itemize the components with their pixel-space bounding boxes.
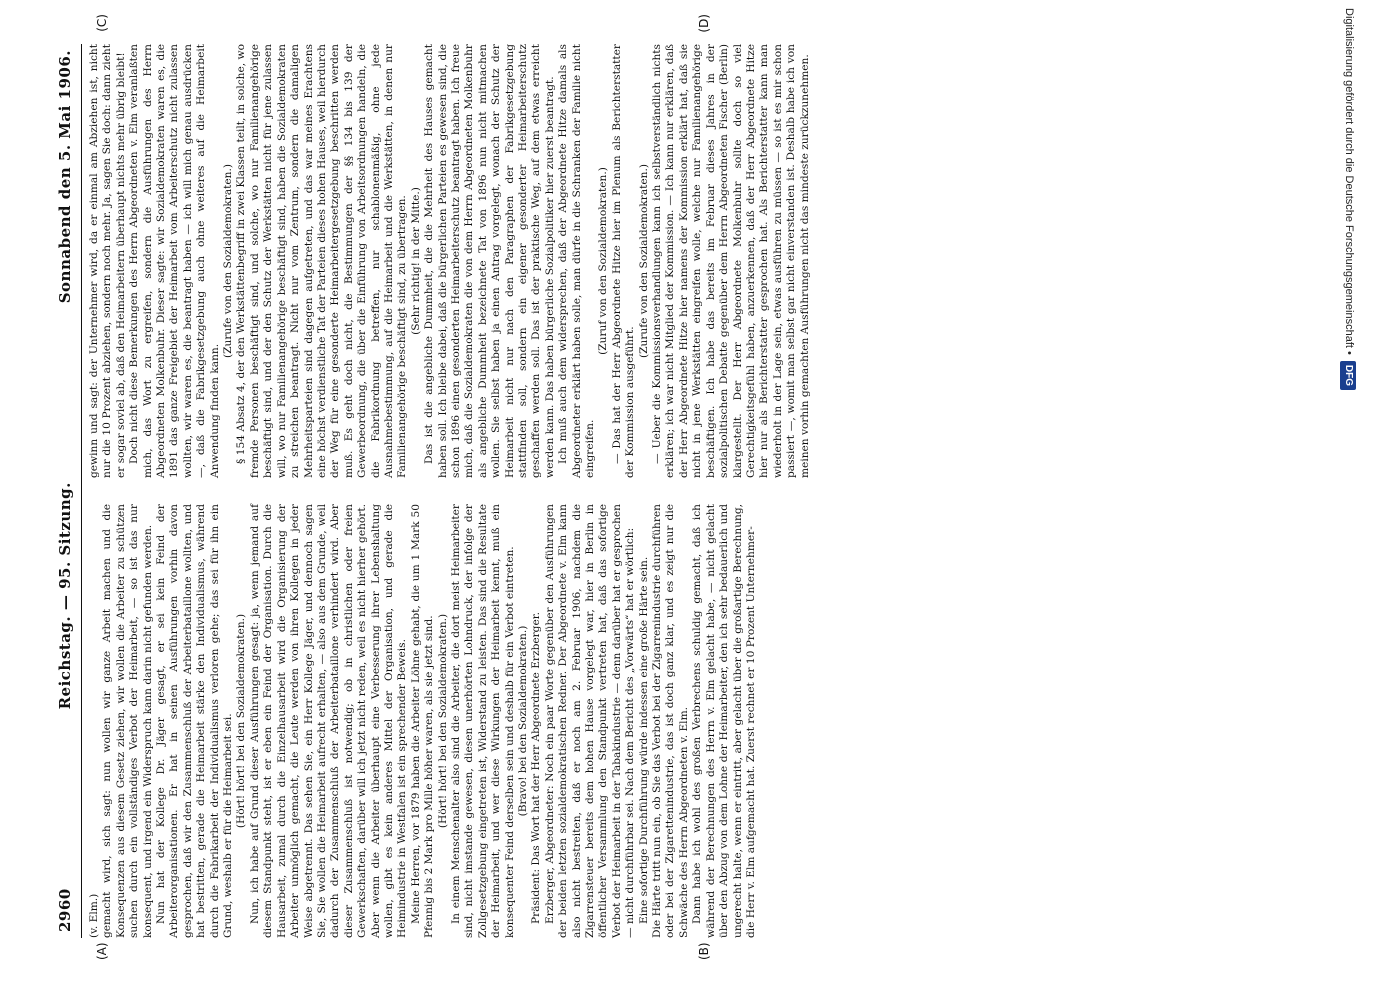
digitization-note (1337, 0, 1360, 1000)
paragraph: Das ist die angebliche Dummheit, die die Mehrheit des Hauses gemacht haben soll. Ich bleibe dabei, daß die bürgerlichen Parteien es gewesen sind, die schon 1896 einen gesonderten Heimarbeiterschutz beantragt haben. Ich freue mich, daß die Sozialdemokraten die von dem Herrn Abgeordneten Molkenbuhr als angebliche Dummheit bezeichnete Tat von 1896 nun nicht mitmachen wollen. Sie selbst haben ja einen Antrag vorgelegt, wonach der Schutz der Heimarbeit nicht nur nach den Paragraphen der Fabrikgesetzgebung stattfinden soll, sondern ein eigener gesonderter Heimarbeiterschutz geschaffen werden soll. Das ist der praktische Weg, auf dem etwas erreicht werden kann. Das haben bürgerliche Sozialpolitiker hier zuerst beantragt. (423, 44, 556, 478)
page-date: Sonnabend den 5. Mai 1906. (56, 50, 74, 304)
interjection: (Hört! hört! bei den Sozialdemokraten.) (436, 613, 449, 829)
paragraph: Die Härte tritt nun ein, ob Sie das Verbot bei der Zigarrenindustrie durchführen oder bei der Zigarettenindustrie, das ist doch ganz klar, und es zeigt nur die Schwäche des Herrn Abgeordneten v. Elm. (651, 504, 690, 938)
interjection: (Zurufe von den Sozialdemokraten.) (222, 164, 235, 358)
paragraph: gemacht wird, sich sagt: nun wollen wir ganze Arbeit machen und die Konsequenzen aus diesem Gesetz ziehen, wir wollen die Arbeiter zu schützen suchen durch ein vollständiges Verbot der Heimarbeit, — so ist das nur konsequent, und irgend ein Widerspruch kann darin nicht gefunden werden. (101, 504, 154, 938)
paragraph: Nun hat der Kollege Dr. Jäger gesagt, er sei kein Feind der Arbeiterorganisationen. Er hat in seinen Ausführungen vorhin davon gesprochen, daß wir den Zusammenschluß der Arbeiterbataillone wollten, und hat bestritten, gerade die Heimarbeit stärke den Individualismus, während durch die Fabrikarbeit der Individualismus verloren gehe; das sei für ihn ein Grund, weshalb er für die Heimarbeit sei. (155, 504, 235, 938)
paragraph: In einem Menschenalter also sind die Arbeiter, die dort meist Heimarbeiter sind, nicht imstande gewesen, diesen unerhörten Lohndruck, der infolge der Zollgesetzgebung eingetreten ist, Widerstand zu leisten. Das sind die Resultate der Heimarbeit, und wer diese Wirkungen der Heimarbeit kennt, muß ein konsequenter Feind derselben sein und deshalb für ein Verbot eintreten. (449, 504, 516, 938)
paragraph: Eine sofortige Durchführung würde indessen eine große Härte sein. (637, 556, 650, 924)
paragraph: gewinn und sagt: der Unternehmer wird, da er einmal am Abziehen ist, nicht nur die 10 Prozent abziehen, sondern noch mehr. Ja, sagen Sie doch: dann zieht er sogar soviel ab, daß den Heimarbeitern überhaupt nichts mehr übrig bleibt! (88, 44, 127, 478)
margin-marker-d: (D) (697, 14, 711, 33)
page-header (56, 44, 82, 938)
paragraph: Nun, ich habe auf Grund dieser Ausführungen gesagt: ja, wenn jemand auf diesem Standpunkt steht, ist er eben ein Feind der Organisation. Durch die Hausarbeit, zumal durch die Einzelhausarbeit wird die Organisierung der Arbeiter unmöglich gemacht, die Leute werden von ihren Kollegen in jeder Weise abgetrennt. Das sehen Sie, ein Herr Kollege Jäger, und dennoch sagen Sie, Sie wollen die Heimarbeit aufrecht erhalten, — also aus dem Grunde, weil dadurch der Zusammenschluß der Arbeiterbataillone verhindert wird. Aber dieser Zusammenschluß ist notwendig; ob in christlichen oder freien Gewerkschaften, darüber will ich jetzt nicht reden, weil es nicht hierher gehört. Aber wenn die Arbeiter überhaupt eine Verbesserung ihrer Lebenshaltung wollen, gibt es kein anderes Mittel der Organisation, und gerade die Heimindustrie in Westfalen ist ein sprechender Beweis. (248, 504, 409, 938)
interjection: (Hört! hört! bei den Sozialdemokraten.) (235, 613, 248, 829)
page-title: Reichstag. — 95. Sitzung. (56, 482, 74, 710)
interjection: (Bravo! bei den Sozialdemokraten.) (517, 625, 529, 817)
text-column-left (88, 504, 1308, 960)
speaker-paragraph: Erzberger, Abgeordneter: Noch ein paar Worte gegenüber den Ausführungen der beiden letzten sozialdemokratischen Redner. Der Abgeordnete v. Elm kann also nicht bestreiten, daß er noch am 2. Februar 1906, nachdem die Zigarrensteuer bereits dem hohen Hause vorgelegt war, hier in Berlin in öffentlicher Versammlung den Standpunkt vertreten hat, daß das sofortige Verbot der Heimarbeit in der Tabakindustrie — denn darüber hat er gesprochen — nicht durchführbar sei. Nach dem Bericht des „Vorwärts“ hat er wörtlich: (543, 504, 637, 938)
interjection: (Zuruf von den Sozialdemokraten.) (597, 167, 610, 355)
margin-marker-b: (B) (697, 942, 711, 960)
interjection: (Sehr richtig! in der Mitte.) (409, 187, 422, 335)
paragraph: Doch nicht diese Bemerkungen des Herrn Abgeordneten v. Elm veranlaßten mich, das Wort zu ergreifen, sondern die Ausführungen des Herrn Abgeordneten Molkenbuhr. Dieser sagte: wir Sozialdemokraten waren es, die 1891 das ganze Freigebiet der Heimarbeit vom Arbeiterschutz nicht zulassen wollten, wir waren es, die beantragt haben — ich will mich genau ausdrücken —, daß die Fabrikgesetzgebung auch ohne weiteres auf die Heimarbeit Anwendung finden kann. (128, 44, 221, 478)
paragraph: Meine Herren, vor 1879 haben die Arbeiter Löhne gehabt, die um 1 Mark 50 Pfennig bis 2 Mark pro Mille höher waren, als sie jetzt sind. (409, 504, 436, 938)
speaker-paragraph: Präsident: Das Wort hat der Herr Abgeordnete Erzberger. (530, 611, 543, 924)
paragraph: § 154 Absatz 4, der den Werkstättenbegriff in zwei Klassen teilt, in solche, wo fremde Personen beschäftigt sind, und solche, wo nur Familienangehörige beschäftigt sind, und der den Schutz der Werkstätten nicht für jene zulassen will, wo nur Familienangehörige beschäftigt sind, haben die Sozialdemokraten zu streichen beantragt. Nicht nur vom Zentrum, sondern die damaligen Mehrheitsparteien sind dagegen aufgetreten, und das war meines Erachtens eine höchst verdienstliche Tat der Parteien dieses hohen Hauses, weil hierdurch der Weg für eine gesonderte Heimarbeitergesetzgebung beschritten werden muß. Es geht doch nicht, die Bestimmungen der §§ 134 bis 139 der Gewerbeordnung, die über die Einführung von Arbeitsordnungen handeln, die die Fabrikordnung betreffen, nur schablonenmäßig, ohne jede Ausnahmebestimmung, auf die Heimarbeit und die Werkstätten, in denen nur Familienangehörige beschäftigt sind, zu übertragen. (235, 44, 409, 478)
page-number: 2960 (56, 888, 74, 932)
margin-marker-c: (C) (95, 14, 109, 32)
interjection: (Zurufe von den Sozialdemokraten.) (637, 164, 650, 358)
paragraph: — Ueber die Kommissionsverhandlungen kann ich selbstverständlich nichts erklären; ich war nicht Mitglied der Kommission. — Ich kann nur erklären, daß der Herr Abgeordnete Hitze hier namens der Kommission erklärt hat, daß sie nicht in jene Werkstätten eingreifen wolle, welche nur Familienangehörige beschäftigen. Ich habe das bereits im Februar dieses Jahres in der sozialpolitischen Debatte gegenüber dem Herrn Abgeordneten Fischer (Berlin) klargestellt. Der Herr Abgeordnete Molkenbuhr sollte doch so viel Gerechtigkeitsgefühl haben, anzuerkennen, daß der Herr Abgeordnete Hitze hier nur als Berichterstatter gesprochen hat. Als Berichterstatter kann man wiederholt in der Lage sein, etwas ausführen zu müssen — so ist es mir schon passiert —, womit man selbst gar nicht einverstanden ist. Deshalb habe ich von meinen vorhin gemachten Ausführungen nicht das mindeste zurückzunehmen. (651, 44, 811, 478)
paragraph: Ich muß auch dem widersprechen, daß der Abgeordnete Hitze damals als Abgeordneter erklärt haben solle, man dürfe in die Schranken der Familie nicht eingreifen. (557, 44, 597, 478)
text-columns (88, 14, 1308, 960)
paragraph: Dann habe ich wohl des großen Verbrechens schuldig gemacht, daß ich während der Berechnungen des Herrn v. Elm gelacht habe, — nicht gelacht über den Abzug von dem Lohne der Heimarbeiter, den ich sehr bedauerlich und ungerecht halte, wenn er eintritt, aber gelacht über die großartige Berechnung, die Herr v. Elm aufgemacht hat. Zuerst rechnet er 10 Prozent Unternehmer- (691, 504, 757, 938)
paragraph: (v. Elm.) (88, 893, 100, 938)
digitization-credit: Digitalisierung gefördert durch die Deutsche Forschungsgemeinschaft • (1343, 8, 1355, 355)
paragraph: — Das hat der Herr Abgeordnete Hitze hier im Plenum als Berichterstatter der Kommission ausgeführt. (610, 44, 637, 478)
text-column-right (88, 14, 1308, 478)
dfg-logo: DFG (1341, 361, 1357, 390)
margin-marker-a: (A) (95, 942, 109, 960)
